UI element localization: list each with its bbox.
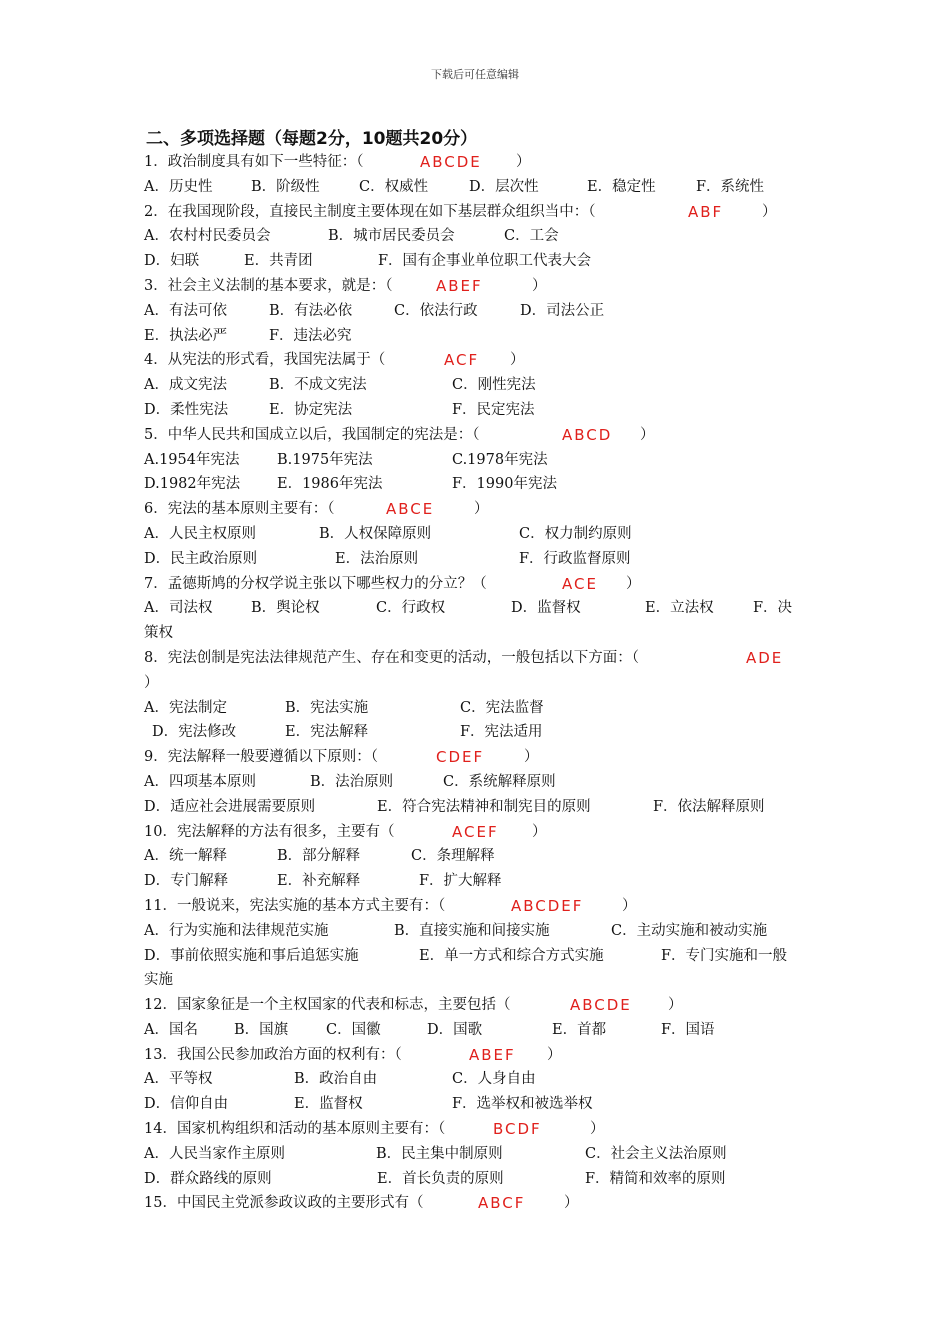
option-item: D．妇联 <box>144 253 200 270</box>
option-item: F．国语 <box>661 1021 715 1038</box>
text-line <box>144 894 814 919</box>
page-header: 下载后可任意编辑 <box>431 68 519 81</box>
option-item: E．立法权 <box>645 600 714 617</box>
option-item: D．国歌 <box>427 1021 483 1038</box>
question-stem: 4．从宪法的形式看，我国宪法属于（ <box>144 352 386 369</box>
closing-paren: ） <box>626 575 641 592</box>
option-item: F．专门实施和一般 <box>661 947 788 964</box>
text-line <box>144 249 814 274</box>
text-line <box>144 423 814 448</box>
question-stem: 14．国家机构组织和活动的基本原则主要有：（ <box>144 1121 446 1138</box>
question-stem: 2．在我国现阶段，直接民主制度主要体现在如下基层群众组织当中：（ <box>144 203 596 220</box>
answer-key: ABCD <box>562 425 613 444</box>
text-line <box>144 175 814 200</box>
text-line <box>144 720 814 745</box>
option-item: B.1975年宪法 <box>277 451 373 468</box>
text-line <box>144 1043 814 1068</box>
option-item: F．决 <box>753 600 793 617</box>
question-stem: 7．孟德斯鸠的分权学说主张以下哪些权力的分立？（ <box>144 575 487 592</box>
option-item: B．阶级性 <box>251 178 320 195</box>
question-stem: 9．宪法解释一般要遵循以下原则：（ <box>144 749 378 766</box>
option-item: B．部分解释 <box>277 848 361 865</box>
text-line <box>144 1067 814 1092</box>
answer-key: ACE <box>562 574 598 593</box>
option-item: C．依法行政 <box>394 302 478 319</box>
option-item: C．主动实施和被动实施 <box>611 922 768 939</box>
option-item: C．人身自由 <box>452 1071 536 1088</box>
option-item: D．适应社会进展需要原则 <box>144 798 316 815</box>
answer-key: ACEF <box>452 822 499 841</box>
option-item: A．统一解释 <box>144 848 227 865</box>
option-item: F．扩大解释 <box>419 873 502 890</box>
option-item: E．首长负责的原则 <box>377 1170 504 1187</box>
closing-paren: ） <box>516 154 531 170</box>
option-item: E．稳定性 <box>587 178 656 195</box>
question-stem: 1．政治制度具有如下一些特征：（ <box>144 154 364 170</box>
text-line <box>144 1092 814 1117</box>
closing-paren: ） <box>590 1121 605 1138</box>
option-item: C．行政权 <box>376 600 446 617</box>
option-item: F．精简和效率的原则 <box>585 1170 726 1187</box>
answer-key: ABEF <box>436 276 483 295</box>
option-item: F．违法必究 <box>269 327 352 344</box>
closing-paren: ） <box>144 674 159 691</box>
option-item: 策权 <box>144 625 173 642</box>
answer-key: ABCF <box>478 1194 526 1213</box>
text-line <box>144 398 814 423</box>
option-item: C．权威性 <box>359 178 429 195</box>
text-line <box>144 448 814 473</box>
option-item: C．社会主义法治原则 <box>585 1145 727 1162</box>
option-item: D.1982年宪法 <box>144 476 241 493</box>
text-line <box>144 472 814 497</box>
option-item: A．有法可依 <box>144 302 227 319</box>
option-item: F．宪法适用 <box>460 724 543 741</box>
text-line <box>144 596 814 621</box>
option-item: E．协定宪法 <box>269 401 353 418</box>
question-stem: 11．一般说来，宪法实施的基本方式主要有：（ <box>144 897 446 914</box>
option-item: D．专门解释 <box>144 873 229 890</box>
section-title: 二、多项选择题（每题2分，10题共20分） <box>146 129 478 149</box>
option-item: C．权力制约原则 <box>519 525 632 542</box>
text-line <box>144 844 814 869</box>
option-item: A．宪法制定 <box>144 699 227 716</box>
text-line <box>144 869 814 894</box>
text-line <box>144 522 814 547</box>
answer-key: BCDF <box>493 1120 542 1139</box>
closing-paren: ） <box>474 501 489 518</box>
text-line <box>144 324 814 349</box>
option-item: B．民主集中制原则 <box>376 1145 503 1162</box>
option-item: A．四项基本原则 <box>144 773 256 790</box>
question-stem: 5．中华人民共和国成立以后，我国制定的宪法是：（ <box>144 426 480 443</box>
question-stem: 3．社会主义法制的基本要求，就是：（ <box>144 277 393 294</box>
closing-paren: ） <box>668 997 683 1014</box>
option-item: E．1986年宪法 <box>277 476 383 493</box>
answer-key: ABCE <box>386 500 435 519</box>
option-item: E．首都 <box>552 1021 607 1038</box>
text-line <box>144 919 814 944</box>
text-line <box>144 621 814 646</box>
option-item: F．行政监督原则 <box>519 550 631 567</box>
option-item: F．依法解释原则 <box>653 798 765 815</box>
option-item: C．条理解释 <box>411 848 495 865</box>
option-item: B．城市居民委员会 <box>328 228 455 245</box>
text-line <box>144 671 814 696</box>
text-line <box>144 820 814 845</box>
text-line <box>144 1117 814 1142</box>
option-item: B．不成文宪法 <box>269 377 367 394</box>
option-item: C．刚性宪法 <box>452 377 536 394</box>
option-item: D．柔性宪法 <box>144 401 229 418</box>
option-item: A．国名 <box>144 1021 198 1038</box>
answer-key: ABCDE <box>420 153 482 171</box>
option-item: E．共青团 <box>244 253 313 270</box>
option-item: B．政治自由 <box>294 1071 378 1088</box>
question-stem: 8．宪法创制是宪法法律规范产生、存在和变更的活动，一般包括以下方面：（ <box>144 649 639 666</box>
option-item: B．舆论权 <box>251 600 320 617</box>
text-line <box>144 1167 814 1192</box>
option-item: D．层次性 <box>469 178 539 195</box>
text-line <box>144 348 814 373</box>
option-item: C．宪法监督 <box>460 699 544 716</box>
option-item: A.1954年宪法 <box>144 451 240 468</box>
option-item: B．人权保障原则 <box>319 525 432 542</box>
question-list <box>144 150 814 1216</box>
option-item: C.1978年宪法 <box>452 451 548 468</box>
question-stem: 6．宪法的基本原则主要有：（ <box>144 501 335 518</box>
question-stem: 10．宪法解释的方法有很多，主要有（ <box>144 823 395 840</box>
option-item: F．选举权和被选举权 <box>452 1096 593 1113</box>
option-item: D．事前依照实施和事后追惩实施 <box>144 947 359 964</box>
closing-paren: ） <box>532 823 547 840</box>
option-item: D．群众路线的原则 <box>144 1170 272 1187</box>
question-stem: 13．我国公民参加政治方面的权利有：（ <box>144 1046 402 1063</box>
option-item: D．信仰自由 <box>144 1096 229 1113</box>
text-line <box>144 572 814 597</box>
closing-paren: ） <box>762 203 777 220</box>
answer-key: ABF <box>688 202 724 221</box>
option-item: E．补充解释 <box>277 873 361 890</box>
closing-paren: ） <box>532 277 547 294</box>
option-item: B．直接实施和间接实施 <box>394 922 550 939</box>
text-line <box>144 299 814 324</box>
option-item: B．国旗 <box>234 1021 289 1038</box>
text-line <box>144 497 814 522</box>
option-item: C．国徽 <box>326 1021 381 1038</box>
closing-paren: ） <box>564 1195 579 1212</box>
option-item: B．有法必依 <box>269 302 353 319</box>
text-line <box>144 968 814 993</box>
option-item: C．工会 <box>504 228 559 245</box>
option-item: A．人民主权原则 <box>144 525 256 542</box>
text-line <box>144 1142 814 1167</box>
closing-paren: ） <box>547 1046 562 1063</box>
option-item: E．宪法解释 <box>285 724 369 741</box>
text-line <box>144 373 814 398</box>
answer-key: ABCDEF <box>511 896 584 915</box>
option-item: F．民定宪法 <box>452 401 535 418</box>
option-item: A．司法权 <box>144 600 213 617</box>
answer-key: ABEF <box>469 1045 516 1064</box>
option-item: E．单一方式和综合方式实施 <box>419 947 604 964</box>
text-line <box>144 696 814 721</box>
text-line <box>144 200 814 225</box>
answer-key: ACF <box>444 351 480 370</box>
option-item: E．法治原则 <box>335 550 419 567</box>
option-item: F．系统性 <box>696 178 765 195</box>
text-line <box>144 646 814 671</box>
text-line <box>144 150 814 175</box>
answer-key: ADE <box>746 648 784 667</box>
text-line <box>144 1018 814 1043</box>
option-item: D．民主政治原则 <box>144 550 258 567</box>
question-stem: 15．中国民主党派参政议政的主要形式有（ <box>144 1195 424 1212</box>
option-item: A．农村村民委员会 <box>144 228 271 245</box>
option-item: D．监督权 <box>511 600 581 617</box>
option-item: D．司法公正 <box>520 302 605 319</box>
text-line <box>144 1191 814 1216</box>
text-line <box>144 547 814 572</box>
text-line <box>144 274 814 299</box>
text-line <box>144 944 814 969</box>
option-item: E．监督权 <box>294 1096 363 1113</box>
option-item: E．执法必严 <box>144 327 228 344</box>
text-line <box>144 770 814 795</box>
answer-key: ABCDE <box>570 996 632 1015</box>
text-line <box>144 993 814 1018</box>
option-item: A．行为实施和法律规范实施 <box>144 922 329 939</box>
option-item: B．法治原则 <box>310 773 394 790</box>
option-item: E．符合宪法精神和制宪目的原则 <box>377 798 591 815</box>
option-item: A．人民当家作主原则 <box>144 1145 285 1162</box>
answer-key: CDEF <box>436 748 485 767</box>
option-item: 实施 <box>144 972 173 989</box>
option-item: A．平等权 <box>144 1071 213 1088</box>
closing-paren: ） <box>510 352 525 369</box>
option-item: A．历史性 <box>144 178 213 195</box>
text-line <box>144 745 814 770</box>
option-item: C．系统解释原则 <box>443 773 556 790</box>
option-item: B．宪法实施 <box>285 699 369 716</box>
option-item: D．宪法修改 <box>152 724 237 741</box>
closing-paren: ） <box>524 749 539 766</box>
option-item: A．成文宪法 <box>144 377 227 394</box>
text-line <box>144 795 814 820</box>
option-item: F．国有企事业单位职工代表大会 <box>378 253 592 270</box>
closing-paren: ） <box>622 897 637 914</box>
question-stem: 12．国家象征是一个主权国家的代表和标志，主要包括（ <box>144 997 511 1014</box>
option-item: F．1990年宪法 <box>452 476 557 493</box>
text-line <box>144 224 814 249</box>
closing-paren: ） <box>640 426 655 443</box>
